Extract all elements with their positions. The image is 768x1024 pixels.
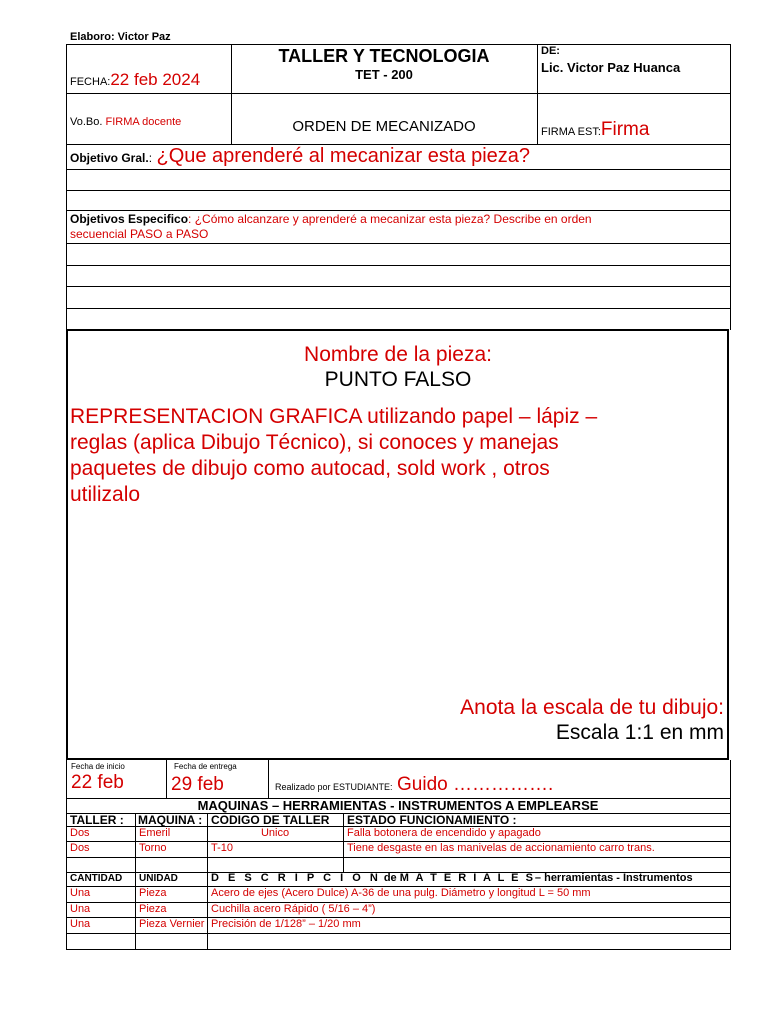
machine-row-2-estado: Tiene desgaste en las manivelas de accionamiento carro trans. [347,842,655,854]
grid-line [66,44,730,45]
order-title: ORDEN DE MECANIZADO [292,118,476,135]
machines-section-title: MAQUINAS – HERRAMIENTAS - INSTRUMENTOS A EMPLEARSE [197,798,599,813]
instruction-line-2: reglas (aplica Dibujo Técnico), si conoces y manejas [70,431,559,454]
teacher-name: Lic. Victor Paz Huanca [541,60,681,75]
header-unidad: UNIDAD [139,873,178,884]
instruction-line-1: REPRESENTACION GRAFICA utilizando papel – lápiz – [70,405,598,428]
instruction-line-3: paquetes de dibujo como autocad, sold work , otros [70,457,550,480]
de-label: DE: [541,45,560,57]
grid-line [66,243,730,244]
desc-materiales: M A T E R I A L E S [399,872,535,884]
grid-line [66,44,67,330]
grid-line [66,286,730,287]
scale-value: Escala 1:1 en mm [555,721,724,744]
grid-line [730,760,731,950]
approval-field [70,116,181,128]
start-date-value: 22 feb [71,772,124,793]
header-estado: ESTADO FUNCIONAMIENTO : [347,813,517,827]
material-row-3-cantidad: Una [70,918,91,930]
objective-text: ¿Que aprenderé al mecanizar esta pieza? [156,145,531,167]
desc-rest: – herramientas - Instrumentos [534,872,693,884]
grid-line [66,857,730,858]
header-cantidad: CANTIDAD [70,873,123,884]
delivery-date-value: 29 feb [171,774,224,795]
grid-line [66,265,730,266]
objective-label: Objetivo Gral. [70,151,149,165]
student-signature-field [541,119,649,141]
machine-row-1-taller: Dos [70,827,90,839]
material-row-3-unidad: Pieza Vernier [139,918,205,930]
document-title: TALLER Y TECNOLOGIA [278,46,490,66]
grid-line [343,813,344,872]
date-field [70,70,200,90]
material-row-1-cantidad: Una [70,887,91,899]
grid-line [66,308,730,309]
course-code: TET - 200 [355,67,413,82]
grid-line [537,44,538,144]
scale-prompt: Anota la escala de tu dibujo: [460,696,724,719]
part-name-label: Nombre de la pieza: [304,343,492,366]
desc-spaced: D E S C R I P C I O N [211,872,381,884]
grid-line [166,760,167,798]
firma-value: Firma [600,119,650,140]
desc-de: de [383,872,397,884]
objective-colon: : [148,151,153,165]
student-name: Guido ……………. [397,774,554,795]
header-codigo: CODIGO DE TALLER [211,813,330,827]
general-objective [70,145,530,168]
specific-objective-line2: secuencial PASO a PASO [70,227,209,241]
grid-line [66,169,730,170]
instruction-line-4: utilizalo [70,483,141,506]
grid-line [268,760,269,798]
grid-line [207,813,208,872]
part-name-value: PUNTO FALSO [324,368,472,391]
specific-objective-line1 [70,212,592,226]
material-row-1-descripcion: Acero de ejes (Acero Dulce) A-36 de una pulg. Diámetro y longitud L = 50 mm [211,887,591,899]
grid-line [135,813,136,949]
specific-objective-label: Objetivos Especifico [70,212,189,226]
vobo-label: Vo.Bo. [70,116,103,128]
delivery-date-label: Fecha de entrega [174,762,237,771]
grid-line [207,872,208,949]
specific-objective-text: : ¿Cómo alcanzare y aprenderé a mecanizar esta pieza? Describe en orden [188,212,592,226]
vobo-value: FIRMA docente [105,116,182,128]
header-maquina: MAQUINA : [138,813,203,827]
author-label: Elaboro: Victor Paz [70,31,171,43]
start-date-label: Fecha de inicio [71,762,125,771]
material-row-3-descripcion: Precisión de 1/128” – 1/20 mm [211,918,361,930]
grid-line [66,190,730,191]
header-descripcion [211,872,693,884]
date-value: 22 feb 2024 [110,70,201,89]
machine-row-2-codigo: T-10 [211,842,234,854]
grid-line [66,93,730,94]
material-row-2-descripcion: Cuchilla acero Rápido ( 5/16 – 4”) [211,903,376,915]
grid-line [66,949,730,950]
grid-line [66,210,730,211]
machine-row-2-maquina: Torno [139,842,167,854]
material-row-2-cantidad: Una [70,903,91,915]
machine-row-1-maquina: Emeril [139,827,171,839]
machine-row-1-codigo: Unico [260,827,290,839]
date-label: FECHA: [70,76,111,88]
student-field [275,774,553,796]
material-row-1-unidad: Pieza [139,887,167,899]
header-taller: TALLER : [70,813,124,827]
firma-label: FIRMA EST: [541,126,601,138]
student-label: Realizado por ESTUDIANTE: [275,782,393,792]
machine-row-2-taller: Dos [70,842,90,854]
grid-line [730,44,731,330]
material-row-2-unidad: Pieza [139,903,167,915]
grid-line [66,760,67,950]
grid-line [66,933,730,934]
machine-row-1-estado: Falla botonera de encendido y apagado [347,827,541,839]
